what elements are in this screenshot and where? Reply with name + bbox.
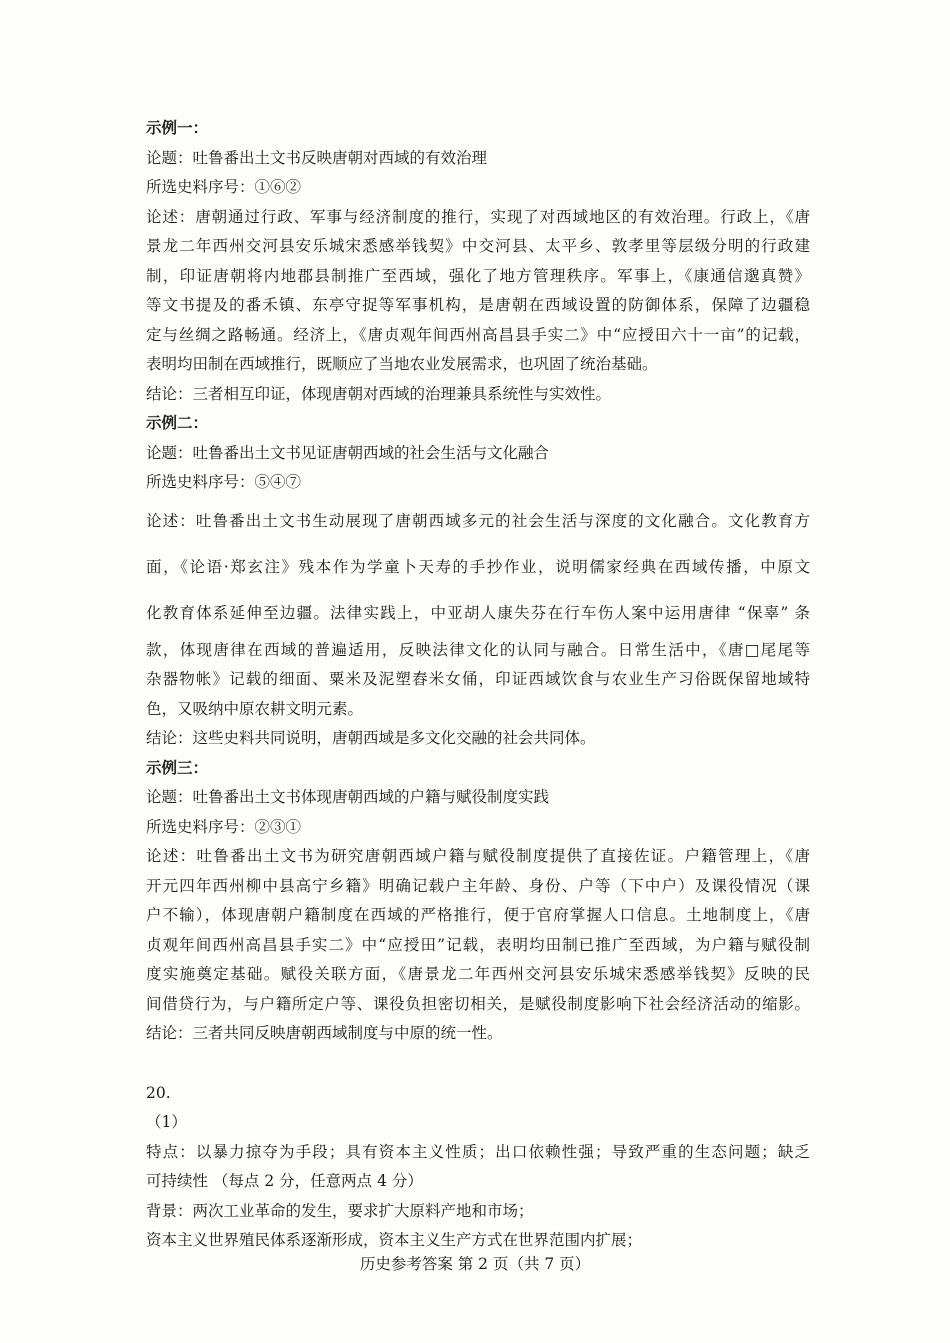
example-2-argument-line: 款，体现唐律在西域的普遍适用，反映法律文化的认同与融合。日常生活中，《唐□尾尾等 — [146, 640, 810, 659]
example-2-conclusion: 结论：这些史料共同说明，唐朝西域是多文化交融的社会共同体。 — [146, 729, 596, 747]
example-3-argument-line: 度实施奠定基础。赋役关联方面，《唐景龙二年西州交河县安乐城宋悉感举钱契》反映的民 — [146, 965, 810, 983]
question-20-background-line: 资本主义世界殖民体系逐渐形成，资本主义生产方式在世界范围内扩展； — [146, 1231, 643, 1249]
example-1-topic: 论题：吐鲁番出土文书反映唐朝对西域的有效治理 — [146, 148, 488, 167]
example-3-argument-line: 贞观年间西州高昌县手实二》中“应授田”记载，表明均田制已推广至西域，为户籍与赋役制 — [146, 935, 810, 954]
example-2-title: 示例二： — [146, 414, 209, 432]
page-footer: 历史参考答案 第 2 页（共 7 页） — [359, 1255, 591, 1273]
example-1-argument-line: 景龙二年西州交河县安乐城宋悉感举钱契》中交河县、太平乡、敦孝里等层级分明的行政建 — [146, 237, 810, 255]
example-3-title: 示例三： — [146, 758, 209, 777]
example-3-argument-line: 开元四年西州柳中县高宁乡籍》明确记载户主年龄、身份、户等（下中户）及课役情况（课 — [146, 876, 810, 895]
example-2-sources: 所选史料序号：⑤④⑦ — [146, 473, 302, 491]
question-20-features-line: 可持续性 （每点 2 分，任意两点 4 分） — [146, 1172, 423, 1190]
example-1-argument-line: 论述：唐朝通过行政、军事与经济制度的推行，实现了对西域地区的有效治理。行政上，《唐 — [146, 207, 810, 226]
example-1-argument-line: 制，印证唐朝将内地郡县制推广至西域，强化了地方管理秩序。军事上，《康通信邈真赞》 — [146, 266, 810, 285]
example-2-topic: 论题：吐鲁番出土文书见证唐朝西域的社会生活与文化融合 — [146, 443, 550, 462]
example-3-argument-line: 户不输），体现唐朝户籍制度在西域的严格推行，便于官府掌握人口信息。土地制度上，《唐 — [146, 906, 810, 924]
example-1-argument-line: 等文书提及的番禾镇、东亭守捉等军事机构，是唐朝在西域设置的防御体系，保障了边疆稳 — [146, 296, 810, 314]
example-2-argument-line: 论述：吐鲁番出土文书生动展现了唐朝西域多元的社会生活与深度的文化融合。文化教育方 — [146, 511, 810, 530]
example-1-argument-line: 表明均田制在西域推行，既顺应了当地农业发展需求，也巩固了统治基础。 — [146, 355, 658, 373]
question-20-features-line: 特点：以暴力掠夺为手段；具有资本主义性质；出口依赖性强；导致严重的生态问题；缺乏 — [146, 1142, 810, 1161]
example-3-topic: 论题：吐鲁番出土文书体现唐朝西域的户籍与赋役制度实践 — [146, 788, 550, 806]
example-2-argument-line: 色，又吸纳中原农耕文明元素。 — [146, 699, 364, 718]
example-2-argument-line: 面，《论语·郑玄注》残本作为学童卜天寿的手抄作业，说明儒家经典在西域传播，中原文 — [146, 557, 810, 576]
question-20-part: （1） — [146, 1113, 187, 1131]
example-3-conclusion: 结论：三者共同反映唐朝西域制度与中原的统一性。 — [146, 1024, 503, 1042]
example-2-argument-line: 杂器物帐》记载的细面、粟米及泥塑舂米女俑，印证西域饮食与农业生产习俗既保留地域特 — [146, 670, 810, 688]
question-20-number: 20. — [146, 1083, 171, 1102]
example-1-conclusion: 结论：三者相互印证，体现唐朝对西域的治理兼具系统性与实效性。 — [146, 384, 612, 403]
question-20-background-line: 背景：两次工业革命的发生，要求扩大原料产地和市场； — [146, 1201, 534, 1220]
example-1-title: 示例一： — [146, 119, 209, 137]
example-3-sources: 所选史料序号：②③① — [146, 817, 302, 836]
example-3-argument-line: 间借贷行为，与户籍所定户等、课役负担密切相关，是赋役制度影响下社会经济活动的缩影。 — [146, 994, 810, 1013]
example-1-sources: 所选史料序号：①⑥② — [146, 178, 302, 196]
example-1-argument-line: 定与丝绸之路畅通。经济上，《唐贞观年间西州高昌县手实二》中“应授田六十一亩”的记载， — [146, 325, 810, 344]
example-3-argument-line: 论述：吐鲁番出土文书为研究唐朝西域户籍与赋役制度提供了直接佐证。户籍管理上，《唐 — [146, 847, 810, 865]
section-spacer — [146, 1049, 810, 1079]
example-2-argument-line: 化教育体系延伸至边疆。法律实践上，中亚胡人康失芬在行车伤人案中运用唐律 “保辜” 条 — [146, 603, 810, 622]
answer-content — [146, 114, 810, 1256]
